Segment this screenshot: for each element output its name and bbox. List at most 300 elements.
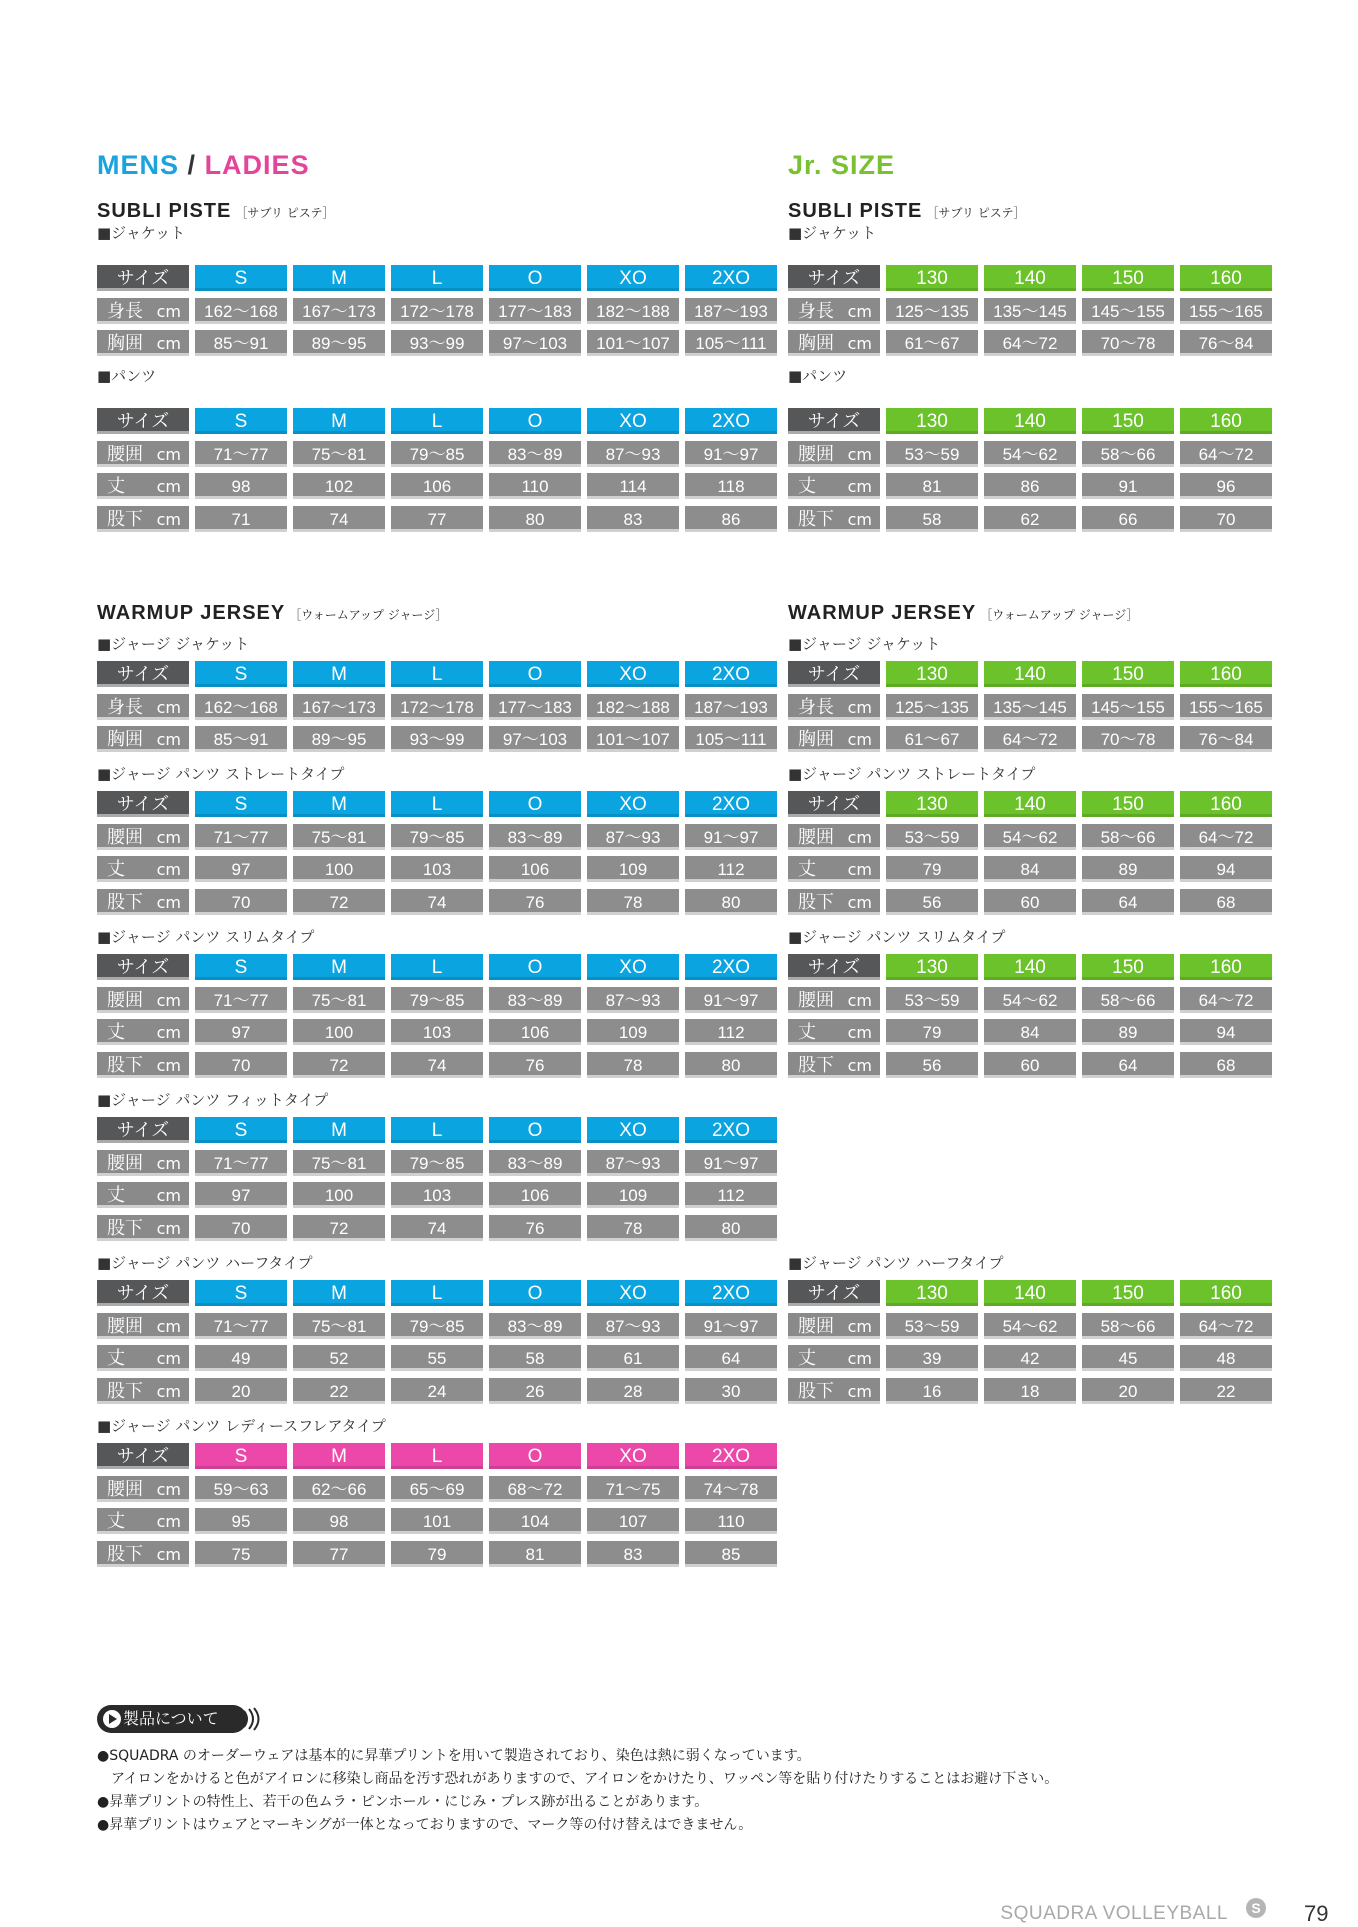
value-cell: 76～84 — [1180, 330, 1272, 356]
row-label-chest — [97, 726, 189, 752]
size-cell: L — [391, 1280, 483, 1306]
size-cell: L — [391, 661, 483, 687]
size-label-cell: サイズ — [97, 661, 189, 687]
size-cell: XO — [587, 1280, 679, 1306]
size-cell: O — [489, 1280, 581, 1306]
value-cell: 135～145 — [984, 694, 1076, 720]
value-cell: 105～111 — [685, 330, 777, 356]
value-cell: 71～77 — [195, 1313, 287, 1339]
heading-slash: / — [187, 150, 197, 180]
size-cell: XO — [587, 791, 679, 817]
value-cell: 97～103 — [489, 330, 581, 356]
value-cell: 39 — [886, 1345, 978, 1371]
row-label-text: 股下 — [107, 891, 143, 913]
value-cell: 85～91 — [195, 330, 287, 356]
size-cell: 2XO — [685, 408, 777, 434]
value-cell: 70 — [195, 1215, 287, 1241]
value-cell: 106 — [489, 856, 581, 882]
row-label-unit: cm — [847, 697, 872, 717]
row-label-unit: cm — [156, 1512, 181, 1531]
value-cell: 72 — [293, 889, 385, 915]
value-cell: 155～165 — [1180, 694, 1272, 720]
row-label-height — [97, 298, 189, 324]
value-cell: 177～183 — [489, 694, 581, 720]
value-cell: 79 — [886, 856, 978, 882]
value-cell: 145～155 — [1082, 694, 1174, 720]
row-label-unit: cm — [156, 860, 181, 879]
value-cell: 84 — [984, 856, 1076, 882]
size-cell: 140 — [984, 954, 1076, 980]
value-cell: 79 — [391, 1541, 483, 1567]
product-title-subli-piste-adult — [97, 200, 334, 223]
value-cell: 58～66 — [1082, 441, 1174, 467]
value-cell: 70 — [195, 889, 287, 915]
value-cell: 110 — [489, 473, 581, 499]
value-cell: 118 — [685, 473, 777, 499]
row-label-text: 股下 — [107, 1380, 143, 1402]
value-cell: 20 — [1082, 1378, 1174, 1404]
row-label-unit: cm — [156, 334, 181, 353]
row-label-length — [97, 1182, 189, 1208]
product-title-warmup-jersey-adult — [97, 602, 447, 625]
size-label-cell: サイズ — [97, 1443, 189, 1469]
value-cell: 98 — [195, 473, 287, 499]
value-cell: 52 — [293, 1345, 385, 1371]
size-label-cell: サイズ — [97, 954, 189, 980]
value-cell: 94 — [1180, 856, 1272, 882]
table-label: ■ジャージ パンツ スリムタイプ — [788, 928, 1006, 946]
value-cell: 87～93 — [587, 441, 679, 467]
value-cell: 53～59 — [886, 824, 978, 850]
value-cell: 93～99 — [391, 330, 483, 356]
size-cell: L — [391, 1117, 483, 1143]
row-label-unit: cm — [156, 730, 181, 749]
value-cell: 98 — [293, 1508, 385, 1534]
size-cell: O — [489, 954, 581, 980]
row-label-text: 腰囲 — [107, 1152, 143, 1174]
row-label-unit: cm — [156, 1186, 181, 1205]
value-cell: 75～81 — [293, 824, 385, 850]
row-label-text: 腰囲 — [107, 1478, 143, 1500]
row-label-text: 丈 — [107, 476, 125, 497]
value-cell: 45 — [1082, 1345, 1174, 1371]
row-label-length — [97, 856, 189, 882]
value-cell: 68 — [1180, 889, 1272, 915]
product-title-subli-piste-jr — [788, 200, 1025, 223]
value-cell: 101～107 — [587, 330, 679, 356]
value-cell: 91～97 — [685, 441, 777, 467]
value-cell: 79～85 — [391, 1313, 483, 1339]
row-label-height — [788, 694, 880, 720]
value-cell: 103 — [391, 1182, 483, 1208]
size-cell: XO — [587, 408, 679, 434]
value-cell: 187～193 — [685, 694, 777, 720]
value-cell: 91 — [1082, 473, 1174, 499]
value-cell: 68 — [1180, 1052, 1272, 1078]
value-cell: 83～89 — [489, 1313, 581, 1339]
value-cell: 18 — [984, 1378, 1076, 1404]
row-label-text: 丈 — [107, 1185, 125, 1206]
size-cell: O — [489, 1117, 581, 1143]
row-label-unit: cm — [156, 1153, 181, 1173]
row-label-length — [97, 1508, 189, 1534]
value-cell: 75 — [195, 1541, 287, 1567]
value-cell: 83～89 — [489, 987, 581, 1013]
value-cell: 71～77 — [195, 441, 287, 467]
value-cell: 75～81 — [293, 441, 385, 467]
value-cell: 64～72 — [1180, 1313, 1272, 1339]
size-cell: M — [293, 791, 385, 817]
value-cell: 64～72 — [1180, 987, 1272, 1013]
value-cell: 64 — [1082, 889, 1174, 915]
row-label-unit: cm — [156, 827, 181, 847]
value-cell: 75～81 — [293, 987, 385, 1013]
size-cell: XO — [587, 661, 679, 687]
value-cell: 85 — [685, 1541, 777, 1567]
value-cell: 105～111 — [685, 726, 777, 752]
row-label-text: 胸囲 — [107, 333, 143, 354]
row-label-waist — [788, 1313, 880, 1339]
value-cell: 71 — [195, 506, 287, 532]
value-cell: 101～107 — [587, 726, 679, 752]
table-label: ■ジャージ パンツ スリムタイプ — [97, 928, 315, 946]
value-cell: 42 — [984, 1345, 1076, 1371]
value-cell: 106 — [489, 1019, 581, 1045]
value-cell: 78 — [587, 1052, 679, 1078]
row-label-waist — [788, 824, 880, 850]
size-cell: 2XO — [685, 791, 777, 817]
row-label-waist — [97, 1476, 189, 1502]
size-cell: 130 — [886, 1280, 978, 1306]
row-label-text: 股下 — [798, 891, 834, 913]
value-cell: 83～89 — [489, 1150, 581, 1176]
value-cell: 80 — [685, 1052, 777, 1078]
size-cell: 130 — [886, 791, 978, 817]
row-label-unit: cm — [847, 444, 872, 464]
table-label: ■ジャージ パンツ フィットタイプ — [97, 1091, 329, 1109]
row-label-text: 丈 — [798, 1348, 816, 1369]
row-label-inseam — [788, 506, 880, 532]
size-cell: S — [195, 1117, 287, 1143]
size-cell: 140 — [984, 1280, 1076, 1306]
row-label-inseam — [788, 889, 880, 915]
row-label-length — [97, 1019, 189, 1045]
value-cell: 26 — [489, 1378, 581, 1404]
value-cell: 95 — [195, 1508, 287, 1534]
size-label-cell: サイズ — [788, 1280, 880, 1306]
value-cell: 125～135 — [886, 694, 978, 720]
value-cell: 100 — [293, 1019, 385, 1045]
value-cell: 187～193 — [685, 298, 777, 324]
value-cell: 81 — [886, 473, 978, 499]
row-label-unit: cm — [847, 301, 872, 321]
squadra-logo-icon: S — [1246, 1898, 1266, 1918]
note-line-3: ●昇華プリントの特性上、若干の色ムラ・ピンホール・にじみ・プレス跡が出ることがあります。 — [97, 1794, 709, 1810]
value-cell: 79～85 — [391, 441, 483, 467]
row-label-text: 股下 — [798, 508, 834, 530]
size-cell: S — [195, 1280, 287, 1306]
row-label-unit: cm — [847, 1349, 872, 1368]
row-label-waist — [97, 1313, 189, 1339]
row-label-text: 腰囲 — [107, 989, 143, 1011]
size-cell: 2XO — [685, 954, 777, 980]
size-cell: L — [391, 1443, 483, 1469]
size-cell: 130 — [886, 265, 978, 291]
row-label-unit: cm — [847, 1055, 872, 1075]
row-label-unit: cm — [156, 697, 181, 717]
value-cell: 61～67 — [886, 726, 978, 752]
row-label-inseam — [788, 1052, 880, 1078]
value-cell: 77 — [391, 506, 483, 532]
size-cell: L — [391, 265, 483, 291]
row-label-unit: cm — [156, 509, 181, 529]
row-label-text: 股下 — [107, 1543, 143, 1565]
size-cell: 140 — [984, 791, 1076, 817]
row-label-unit: cm — [847, 509, 872, 529]
size-cell: O — [489, 265, 581, 291]
mens-ladies-heading — [97, 150, 310, 181]
value-cell: 74 — [391, 889, 483, 915]
value-cell: 53～59 — [886, 1313, 978, 1339]
value-cell: 72 — [293, 1215, 385, 1241]
value-cell: 68～72 — [489, 1476, 581, 1502]
size-cell: O — [489, 1443, 581, 1469]
size-cell: S — [195, 408, 287, 434]
value-cell: 75～81 — [293, 1313, 385, 1339]
value-cell: 83～89 — [489, 824, 581, 850]
row-label-unit: cm — [156, 1055, 181, 1075]
row-label-inseam — [788, 1378, 880, 1404]
footer-brand: SQUADRA VOLLEYBALL — [1000, 1903, 1228, 1924]
value-cell: 62 — [984, 506, 1076, 532]
size-cell: 160 — [1180, 265, 1272, 291]
value-cell: 55 — [391, 1345, 483, 1371]
value-cell: 155～165 — [1180, 298, 1272, 324]
value-cell: 167～173 — [293, 694, 385, 720]
size-cell: 130 — [886, 954, 978, 980]
value-cell: 91～97 — [685, 1150, 777, 1176]
value-cell: 89～95 — [293, 330, 385, 356]
size-cell: 160 — [1180, 1280, 1272, 1306]
size-label-cell: サイズ — [788, 954, 880, 980]
row-label-length — [788, 1019, 880, 1045]
row-label-unit: cm — [156, 1544, 181, 1564]
value-cell: 20 — [195, 1378, 287, 1404]
product-notes-badge — [97, 1705, 247, 1733]
value-cell: 76 — [489, 1215, 581, 1241]
row-label-unit: cm — [847, 1316, 872, 1336]
value-cell: 71～77 — [195, 824, 287, 850]
row-label-inseam — [97, 1215, 189, 1241]
table-label: ■ジャージ ジャケット — [97, 635, 250, 653]
row-label-height — [97, 694, 189, 720]
size-cell: XO — [587, 954, 679, 980]
value-cell: 74～78 — [685, 1476, 777, 1502]
row-label-text: 股下 — [107, 1217, 143, 1239]
value-cell: 86 — [685, 506, 777, 532]
row-label-text: 股下 — [107, 1054, 143, 1076]
value-cell: 71～77 — [195, 1150, 287, 1176]
value-cell: 80 — [489, 506, 581, 532]
row-label-chest — [788, 330, 880, 356]
table-label: ■パンツ — [97, 367, 157, 385]
row-label-length — [788, 1345, 880, 1371]
value-cell: 101 — [391, 1508, 483, 1534]
sound-wave-icon — [241, 1707, 263, 1731]
row-label-unit: cm — [156, 892, 181, 912]
value-cell: 65～69 — [391, 1476, 483, 1502]
value-cell: 78 — [587, 1215, 679, 1241]
table-label: ■パンツ — [788, 367, 848, 385]
value-cell: 58～66 — [1082, 824, 1174, 850]
row-label-unit: cm — [156, 1479, 181, 1499]
value-cell: 56 — [886, 1052, 978, 1078]
size-label-cell: サイズ — [788, 408, 880, 434]
row-label-length — [788, 856, 880, 882]
row-label-length — [97, 473, 189, 499]
size-cell: 130 — [886, 408, 978, 434]
value-cell: 70～78 — [1082, 726, 1174, 752]
size-cell: 2XO — [685, 1117, 777, 1143]
value-cell: 167～173 — [293, 298, 385, 324]
product-subtitle: ［サブリ ピステ］ — [235, 206, 335, 220]
value-cell: 71～77 — [195, 987, 287, 1013]
size-cell: M — [293, 265, 385, 291]
value-cell: 107 — [587, 1508, 679, 1534]
row-label-text: 胸囲 — [798, 729, 834, 750]
value-cell: 66 — [1082, 506, 1174, 532]
product-title-warmup-jersey-jr — [788, 602, 1138, 625]
row-label-length — [97, 1345, 189, 1371]
value-cell: 58 — [489, 1345, 581, 1371]
row-label-unit: cm — [156, 444, 181, 464]
size-cell: 160 — [1180, 408, 1272, 434]
row-label-unit: cm — [156, 1349, 181, 1368]
product-notes-badge-label: 製品について — [123, 1709, 219, 1728]
row-label-unit: cm — [847, 990, 872, 1010]
size-cell: M — [293, 661, 385, 687]
size-cell: 2XO — [685, 661, 777, 687]
row-label-inseam — [97, 1052, 189, 1078]
value-cell: 100 — [293, 856, 385, 882]
value-cell: 84 — [984, 1019, 1076, 1045]
value-cell: 112 — [685, 856, 777, 882]
row-label-unit: cm — [156, 990, 181, 1010]
value-cell: 87～93 — [587, 1150, 679, 1176]
row-label-text: 胸囲 — [798, 333, 834, 354]
size-cell: 2XO — [685, 1443, 777, 1469]
value-cell: 103 — [391, 1019, 483, 1045]
row-label-unit: cm — [847, 477, 872, 496]
value-cell: 83 — [587, 1541, 679, 1567]
row-label-inseam — [97, 889, 189, 915]
value-cell: 109 — [587, 1182, 679, 1208]
row-label-length — [788, 473, 880, 499]
value-cell: 77 — [293, 1541, 385, 1567]
value-cell: 80 — [685, 1215, 777, 1241]
row-label-inseam — [97, 506, 189, 532]
value-cell: 114 — [587, 473, 679, 499]
size-cell: S — [195, 265, 287, 291]
page-number: 79 — [1304, 1901, 1329, 1926]
size-cell: 150 — [1082, 408, 1174, 434]
row-label-text: 腰囲 — [798, 989, 834, 1011]
row-label-unit: cm — [156, 1218, 181, 1238]
value-cell: 16 — [886, 1378, 978, 1404]
value-cell: 102 — [293, 473, 385, 499]
value-cell: 61 — [587, 1345, 679, 1371]
value-cell: 54～62 — [984, 441, 1076, 467]
size-cell: S — [195, 1443, 287, 1469]
value-cell: 97 — [195, 1182, 287, 1208]
row-label-text: 丈 — [798, 476, 816, 497]
row-label-text: 腰囲 — [107, 1315, 143, 1337]
row-label-unit: cm — [847, 730, 872, 749]
value-cell: 60 — [984, 889, 1076, 915]
size-cell: 140 — [984, 265, 1076, 291]
value-cell: 54～62 — [984, 1313, 1076, 1339]
row-label-text: 身長 — [798, 696, 834, 718]
size-cell: 140 — [984, 661, 1076, 687]
size-cell: XO — [587, 1443, 679, 1469]
size-cell: XO — [587, 1117, 679, 1143]
value-cell: 89 — [1082, 856, 1174, 882]
value-cell: 70 — [195, 1052, 287, 1078]
value-cell: 76 — [489, 889, 581, 915]
size-cell: 140 — [984, 408, 1076, 434]
size-label-cell: サイズ — [788, 661, 880, 687]
row-label-text: 丈 — [107, 859, 125, 880]
table-label: ■ジャケット — [97, 224, 186, 242]
table-label: ■ジャージ パンツ レディースフレアタイプ — [97, 1417, 386, 1435]
product-name: SUBLI PISTE — [788, 200, 923, 222]
value-cell: 53～59 — [886, 987, 978, 1013]
size-cell: 2XO — [685, 265, 777, 291]
size-cell: 150 — [1082, 954, 1174, 980]
row-label-height — [788, 298, 880, 324]
value-cell: 60 — [984, 1052, 1076, 1078]
value-cell: 87～93 — [587, 987, 679, 1013]
size-cell: O — [489, 408, 581, 434]
value-cell: 49 — [195, 1345, 287, 1371]
size-cell: M — [293, 954, 385, 980]
value-cell: 93～99 — [391, 726, 483, 752]
size-cell: 160 — [1180, 954, 1272, 980]
value-cell: 28 — [587, 1378, 679, 1404]
value-cell: 89～95 — [293, 726, 385, 752]
table-label: ■ジャージ パンツ ストレートタイプ — [97, 765, 345, 783]
value-cell: 162～168 — [195, 298, 287, 324]
row-label-text: 股下 — [798, 1380, 834, 1402]
row-label-text: 丈 — [107, 1511, 125, 1532]
size-label-cell: サイズ — [788, 791, 880, 817]
value-cell: 87～93 — [587, 824, 679, 850]
value-cell: 64 — [1082, 1052, 1174, 1078]
value-cell: 61～67 — [886, 330, 978, 356]
row-label-text: 腰囲 — [107, 826, 143, 848]
value-cell: 87～93 — [587, 1313, 679, 1339]
value-cell: 64 — [685, 1345, 777, 1371]
row-label-chest — [788, 726, 880, 752]
value-cell: 64～72 — [1180, 441, 1272, 467]
value-cell: 172～178 — [391, 694, 483, 720]
size-label-cell: サイズ — [97, 1117, 189, 1143]
value-cell: 58～66 — [1082, 1313, 1174, 1339]
jr-size-heading: Jr. SIZE — [788, 150, 896, 180]
value-cell: 97 — [195, 856, 287, 882]
ladies-heading: LADIES — [204, 150, 310, 180]
value-cell: 74 — [293, 506, 385, 532]
